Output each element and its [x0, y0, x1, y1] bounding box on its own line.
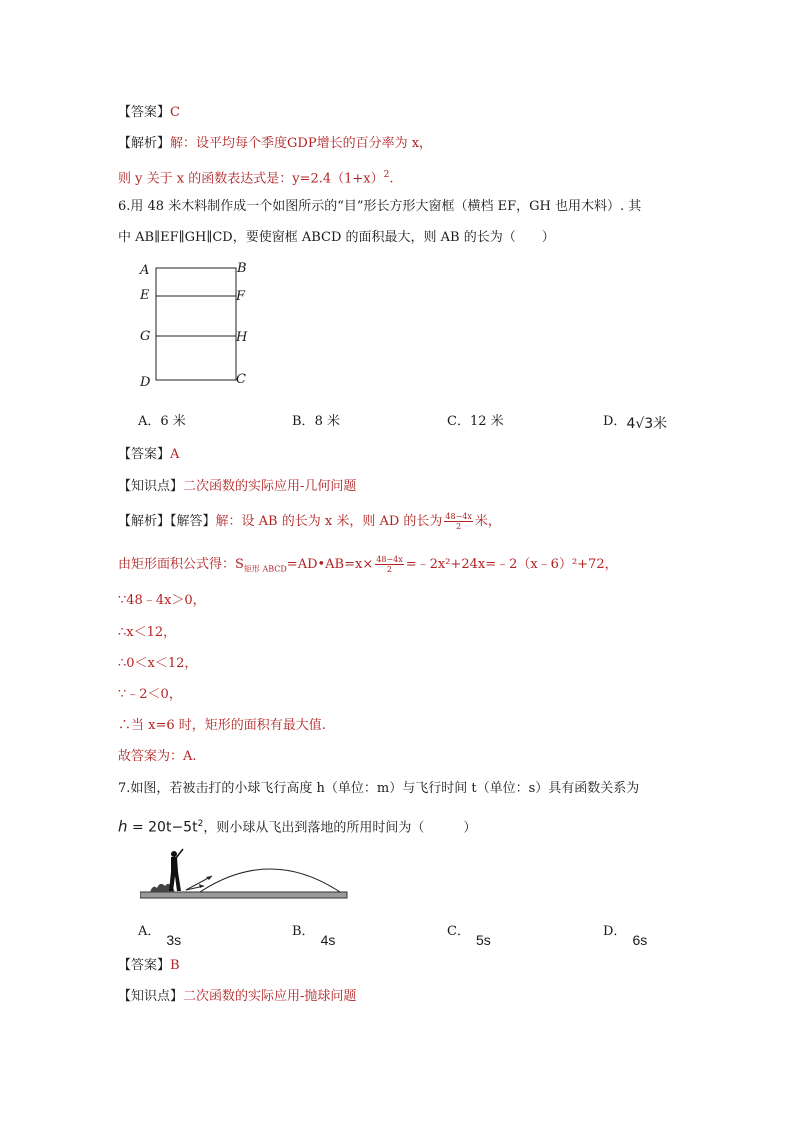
q7-option-d[interactable] — [603, 920, 648, 948]
q6-stem-line1: 6.用 48 米木料制作成一个如图所示的“目”形长方形大窗框（横档 EF，GH 也用木料）. 其 — [118, 199, 642, 214]
q6-option-a[interactable] — [138, 410, 186, 429]
formula-body: = 20t−5t — [127, 819, 198, 836]
label-g: G — [140, 329, 151, 344]
q6-answer-line — [118, 446, 179, 464]
option-value: 5s — [475, 932, 491, 948]
answer-tag: 【答案】 — [118, 958, 171, 973]
label-f: F — [236, 289, 246, 304]
fraction-denominator: 2 — [456, 522, 462, 531]
label-d: D — [140, 375, 151, 388]
q7-option-a[interactable] — [138, 920, 182, 948]
subscript: 矩形 ABCD — [243, 564, 287, 574]
label-h: H — [236, 330, 248, 345]
option-letter: A． — [138, 924, 161, 939]
fraction-denominator: 2 — [386, 565, 393, 574]
option-letter: D． — [603, 924, 627, 939]
q5-answer-line — [118, 104, 180, 122]
fraction-numerator: 48−4x — [445, 512, 472, 521]
solution-text: 米， — [474, 514, 501, 529]
q7-answer-line — [118, 957, 180, 975]
knowledge-text: 二次函数的实际应用-抛球问题 — [183, 989, 357, 1004]
window-frame-figure — [134, 258, 254, 388]
analysis-text: 解：设平均每个季度GDP增长的百分率为 x， — [170, 136, 433, 151]
option-letter: C． — [447, 924, 470, 939]
label-e: E — [140, 288, 150, 303]
option-value: 4s — [320, 932, 336, 948]
solution-text: 由矩形面积公式得：S — [118, 557, 244, 572]
q7-option-c[interactable] — [447, 920, 491, 948]
answer-value: B — [170, 958, 180, 973]
option-letter: D． — [603, 414, 627, 429]
label-c: C — [236, 372, 246, 387]
q5-analysis-line2 — [118, 166, 394, 188]
answer-tag: 【答案】 — [118, 105, 171, 120]
solution-text: =﹣2x²+24x=﹣2（x﹣6）²+72， — [405, 557, 618, 572]
answer-tag: 【答案】 — [118, 447, 171, 462]
q6-solution-line2 — [118, 555, 618, 579]
answer-value: C — [170, 105, 180, 120]
analysis-tag: 【解析】 — [118, 136, 171, 151]
label-a: A — [140, 263, 150, 278]
option-value: 3s — [166, 932, 182, 948]
q7-stem-line2 — [118, 815, 476, 837]
q6-option-c[interactable] — [447, 410, 504, 429]
knowledge-tag: 【知识点】 — [118, 479, 184, 494]
q7-option-b[interactable] — [292, 920, 336, 948]
fraction — [444, 512, 472, 531]
option-value: 8 米 — [314, 414, 340, 429]
q6-solution-line5: ∴0＜x＜12， — [118, 656, 198, 671]
q6-solution-line6: ∵﹣2＜0， — [118, 687, 182, 702]
option-value: 4√3米 — [626, 416, 668, 432]
answer-value: A — [170, 447, 180, 462]
stem-text: ，则小球从飞出到落地的所用时间为（ ） — [203, 820, 477, 836]
solution-text: 解：设 AB 的长为 x 米，则 AD 的长为 — [215, 514, 443, 529]
q7-stem-line1: 7.如图，若被击打的小球飞行高度 h（单位：m）与飞行时间 t（单位：s）具有函数关系为 — [118, 781, 640, 796]
fraction — [375, 555, 403, 574]
option-letter: B． — [292, 924, 315, 939]
option-value: 6 米 — [160, 414, 186, 429]
q6-solution-line3: ∵48﹣4x＞0， — [118, 593, 206, 608]
q6-solution-line7: ∴当 x=6 时，矩形的面积有最大值. — [118, 718, 326, 733]
golf-trajectory-figure — [140, 846, 352, 902]
analysis-text: 则 y 关于 x 的函数表达式是：y=2.4（1+x） — [118, 171, 384, 187]
formula-h: h — [118, 817, 128, 836]
analysis-text-end: . — [389, 171, 394, 187]
label-b: B — [237, 261, 247, 276]
solution-tag: 【解析】【解答】 — [118, 514, 216, 529]
formula-superscript: 2 — [197, 819, 204, 829]
fraction-numerator: 48−4x — [376, 555, 403, 564]
knowledge-tag: 【知识点】 — [118, 989, 184, 1004]
solution-text: =AD•AB=x× — [286, 557, 374, 572]
option-letter: C． — [447, 414, 470, 429]
option-value: 6s — [632, 932, 648, 948]
q6-solution-line1 — [118, 512, 501, 531]
knowledge-text: 二次函数的实际应用-几何问题 — [183, 479, 357, 494]
q6-option-d[interactable] — [603, 410, 667, 430]
q6-knowledge-line — [118, 478, 356, 496]
option-letter: A． — [138, 414, 161, 429]
q5-analysis-line1 — [118, 135, 432, 153]
superscript: 2 — [383, 170, 390, 180]
option-value: 12 米 — [469, 414, 504, 429]
q6-stem-line2: 中 AB∥EF∥GH∥CD，要使窗框 ABCD 的面积最大，则 AB 的长为（ ） — [118, 230, 555, 245]
q6-option-b[interactable] — [292, 410, 340, 429]
q6-solution-line4: ∴x＜12， — [118, 625, 177, 640]
option-letter: B． — [292, 414, 315, 429]
q7-knowledge-line — [118, 988, 356, 1006]
q6-solution-line8: 故答案为：A. — [118, 749, 197, 764]
